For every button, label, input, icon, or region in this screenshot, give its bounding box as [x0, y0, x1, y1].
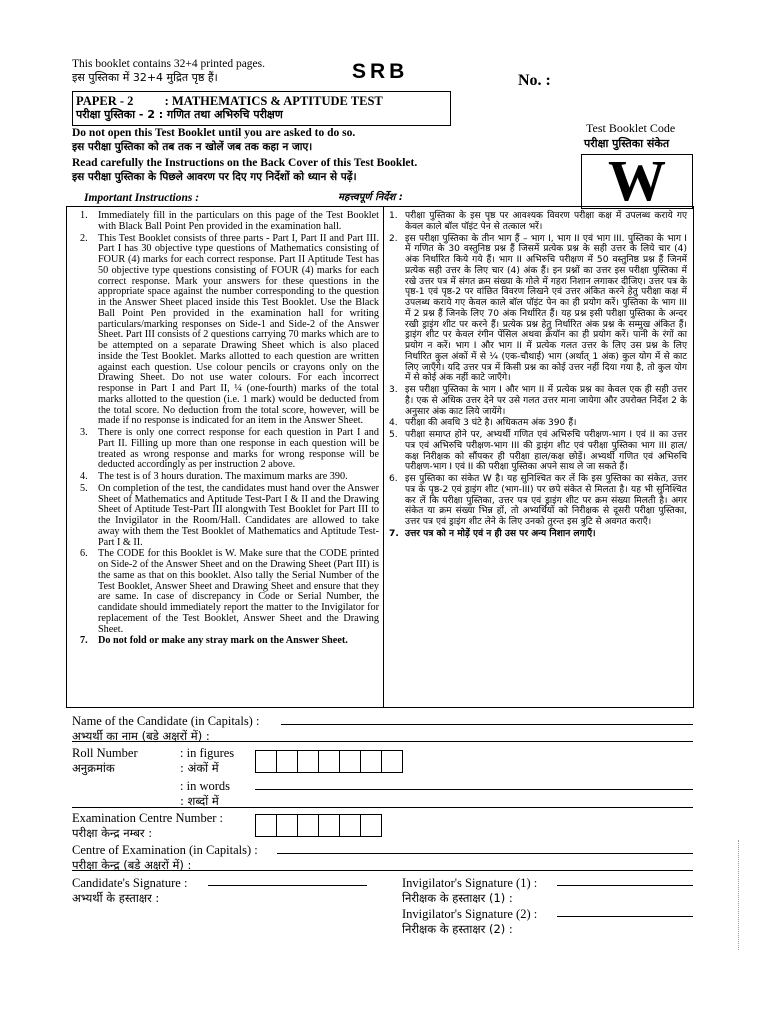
candidate-name-field[interactable]	[281, 724, 693, 725]
instruction-hi-3: 3. इस परीक्षा पुस्तिका के भाग I और भाग II में प्रत्येक प्रश्न का केवल एक ही सही उत्तर है। एक से अधिक उत्तर देने पर उसे गलत उत्तर माना जायेगा और उपरोक्त निर्देश 2 के अनुसार अंक काट लिये जायेंगे।	[389, 385, 687, 417]
instruction-en-2: 2. This Test Booklet consists of three parts - Part I, Part II and Part III. Part I has 30 objective type questions of Mathematics consisting of FOUR (4) marks for each correct response. Part II Aptitude Test has 50 objective type questions consisting of FOUR (4) marks for each correct response. Mark your answers for these questions in the appropriate space against the number corresponding to the question in the Answer Sheet placed inside this Test Booklet. Use the Black Ball Point Pen provided in the examination hall for writing particulars/marking responses on Side-1 and Side-2 of the Answer Sheet. Part III consists of 2 questions carrying 70 marks which are to be attempted on a separate Drawing Sheet which is also placed inside the Test Booklet. Marks allotted to each question are written against each question. Use colour pencils or crayons only on the Drawing Sheet. Do not use water colours. For each incorrect response in Part I and Part II, ¼ (one-fourth) marks of the total marks allotted to the question (i.e. 1 mark) would be deducted from the total score. No deduction from the total score, however, will be made if no response is indicated for an item in the Answer Sheet.	[80, 232, 379, 427]
pages-count-en: This booklet contains 32+4 printed pages.	[72, 58, 266, 70]
centre-number-boxes[interactable]	[255, 814, 382, 837]
instruction-hi-7: 7. उत्तर पत्र को न मोड़ें एवं न ही उस पर अन्य निशान लगाएँ।	[389, 528, 596, 539]
perforation-mark	[738, 840, 739, 950]
centre-name-field[interactable]	[277, 853, 693, 854]
instruction-en-4: 4. The test is of 3 hours duration. The maximum marks are 390.	[80, 471, 348, 482]
candidate-signature-label-en: Candidate's Signature :	[72, 876, 188, 890]
roll-number-words-field-2[interactable]	[72, 807, 693, 808]
centre-number-label-hi: परीक्षा केन्द्र नम्बर :	[72, 826, 153, 840]
instruction-hi-2: 2. इस परीक्षा पुस्तिका के तीन भाग हैं – भाग I, भाग II एवं भाग III. पुस्तिका के भाग I में गणित के 30 वस्तुनिष्ठ प्रश्न हैं जिसमें प्रत्येक प्रश्न के सही उत्तर के लिये चार (4) अंक निर्धारित किये गये हैं। भाग II अभिरुचि परीक्षण में 50 वस्तुनिष्ठ प्रश्न हैं जिनमें प्रत्येक सही उत्तर के लिए चार (4) अंक हैं। इन प्रश्नों का उत्तर इस परीक्षा पुस्तिका में रखे उत्तर पत्र में संगत क्रम संख्या के गोले में गहरा निशान लगाकर दीजिए। उत्तर पत्र के पृष्ठ-1 एवं पृष्ठ-2 पर वांछित विवरण लिखने एवं उत्तर अंकित करने हेतु परीक्षा कक्ष में उपलब्ध कराये गए केवल काले बॉल पॉइंट पेन का ही प्रयोग करें। पुस्तिका के भाग III में 2 प्रश्न हैं जिनके लिए 70 अंक निर्धारित हैं। यह प्रश्न इसी परीक्षा पुस्तिका के अन्दर रखी ड्राइंग शीट पर करने हैं। प्रत्येक प्रश्न हेतु निर्धारित अंक प्रश्न के सम्मुख अंकित हैं। ड्राइंग शीट पर केवल रंगीन पेंसिल अथवा क्रेयॉन का ही प्रयोग करें। पानी के रंगों का प्रयोग न करें। भाग I और भाग II में प्रत्येक गलत उत्तर के लिए उस प्रश्न के लिए निर्धारित कुल अंकों में से ¼ (एक-चौथाई) भाग (अर्थात् 1 अंक) कुल योग में से काट लिए जाएँगे। यदि उत्तर पत्र में किसी प्रश्न का कोई उत्तर नहीं दिया गया है, तो कुल योग में से कोई अंक नहीं काटे जाएँगे।	[389, 233, 687, 384]
invigilator1-signature-label-hi: निरीक्षक के हस्ताक्षर (1) :	[402, 891, 513, 905]
instruction-hi-5: 5. परीक्षा समाप्त होने पर, अभ्यर्थी गणित एवं अभिरुचि परीक्षण-भाग I एवं II का उत्तर पत्र एवं अभिरुचि परीक्षण-भाग III की ड्राइंग शीट एवं परीक्षा पुस्तिका भाग III हाल/कक्ष निरीक्षक को सौंपकर ही परीक्षा हाल/कक्ष छोड़ें। अभ्यर्थी गणित एवं अभिरुचि परीक्षण-भाग I एवं II की परीक्षा पुस्तिका अपने साथ ले जा सकते हैं।	[389, 430, 687, 473]
instructions-hindi	[389, 211, 687, 540]
instruction-en-7: 7. Do not fold or make any stray mark on the Answer Sheet.	[80, 635, 348, 647]
candidate-name-field-2[interactable]	[72, 741, 693, 742]
instruction-en-6: 6. The CODE for this Booklet is W. Make sure that the CODE printed on Side-2 of the Answer Sheet and on the Drawing Sheet (Part III) is the same as that on this booklet. Also tally the Serial Number of the Test Booklet, Answer Sheet and Drawing Sheet and ensure that they are same. In case of discrepancy in Code or Serial Number, the candidate should immediately report the matter to the Invigilator for replacement of the Test Booklet, Answer Sheet and the Drawing Sheet.	[80, 548, 379, 635]
booklet-code-label-en: Test Booklet Code	[586, 121, 676, 135]
roll-figures-label-en: : in figures	[180, 746, 235, 760]
roll-words-label-en: : in words	[180, 779, 230, 793]
instruction-hi-1: 1. परीक्षा पुस्तिका के इस पृष्ठ पर आवश्यक विवरण परीक्षा कक्ष में उपलब्ध कराये गए केवल काले बॉल पॉइंट पेन से तत्काल भरें।	[389, 211, 687, 232]
centre-number-label-en: Examination Centre Number :	[72, 811, 224, 825]
instruction-en-3: 3. There is only one correct response for each question in Part I and Part II. Filling up more than one response in each question will be treated as wrong response and marks for wrong response will be deducted accordingly as per instruction 2 above.	[80, 427, 379, 471]
invigilator2-signature-label-hi: निरीक्षक के हस्ताक्षर (2) :	[402, 922, 513, 936]
pages-count-hi: इस पुस्तिका में 32+4 मुद्रित पृष्ठ हैं।	[72, 71, 218, 84]
read-instructions-en: Read carefully the Instructions on the Back Cover of this Test Booklet.	[72, 157, 418, 169]
paper-title-hi: परीक्षा पुस्तिका - 2 : गणित तथा अभिरुचि परीक्षण	[76, 108, 283, 121]
series-code: SRB	[352, 60, 409, 83]
instruction-hi-4: 4. परीक्षा की अवधि 3 घंटे है। अधिकतम अंक 390 हैं।	[389, 418, 577, 429]
booklet-code: W	[608, 148, 666, 213]
roll-number-label-hi: अनुक्रमांक	[72, 761, 115, 775]
important-instructions-hi: महत्त्वपूर्ण निर्देश :	[338, 192, 403, 203]
candidate-signature-label-hi: अभ्यर्थी के हस्ताक्षर :	[72, 891, 160, 905]
invigilator1-signature-label-en: Invigilator's Signature (1) :	[402, 876, 538, 890]
warning-hi: इस परीक्षा पुस्तिका को तब तक न खोलें जब तक कहा न जाए।	[72, 141, 313, 153]
roll-words-label-hi: : शब्दों में	[180, 794, 219, 808]
roll-figures-label-hi: : अंकों में	[180, 761, 219, 775]
instruction-en-1: 1. Immediately fill in the particulars on this page of the Test Booklet with Black Ball Point Pen provided in the examination hall.	[80, 210, 379, 232]
column-divider	[383, 206, 384, 707]
invigilator2-signature-label-en: Invigilator's Signature (2) :	[402, 907, 538, 921]
paper-title-en: PAPER - 2 : MATHEMATICS & APTITUDE TEST	[76, 94, 383, 108]
instruction-hi-6: 6. इस पुस्तिका का संकेत W है। यह सुनिश्चित कर लें कि इस पुस्तिका का संकेत, उत्तर पत्र के पृष्ठ-2 एवं ड्राइंग शीट (भाग-III) पर छपे संकेत से मिलता है। यह भी सुनिश्चित कर लें कि परीक्षा पुस्तिका, उत्तर पत्र एवं ड्राइंग शीट पर क्रम संख्या मिलती है। अगर संकेत या क्रम संख्या भिन्न हों, तो अभ्यर्थियों को निरीक्षक से दूसरी परीक्षा पुस्तिका, उत्तर पत्र एवं ड्राइंग शीट लेने के लिए उनको तुरन्त इस त्रुटि से अवगत कराएँ।	[389, 474, 687, 527]
roll-number-label-en: Roll Number	[72, 746, 138, 760]
invigilator2-signature-field[interactable]	[557, 916, 693, 917]
candidate-name-label-en: Name of the Candidate (in Capitals) :	[72, 714, 260, 728]
paper-title-box	[72, 91, 451, 126]
booklet-code-label-hi: परीक्षा पुस्तिका संकेत	[584, 137, 670, 150]
read-instructions-hi: इस परीक्षा पुस्तिका के पिछले आवरण पर दिए गए निर्देशों को ध्यान से पढ़ें।	[72, 171, 357, 183]
instruction-en-5: 5. On completion of the test, the candidates must hand over the Answer Sheet of Mathematics and Aptitude Test-Part I & II and the Drawing Sheet of Aptitude Test-Part III alongwith Test Booklet for Part III to the Invigilator in the Room/Hall. Candidates are allowed to take away with them the Test Booklet of Mathematics and Aptitude Test-Part I & II.	[80, 482, 379, 548]
booklet-code-box	[581, 148, 693, 213]
roll-number-figures-boxes[interactable]	[255, 750, 403, 773]
candidate-signature-field[interactable]	[208, 885, 367, 886]
centre-name-label-hi: परीक्षा केन्द्र (बड़े अक्षरों में) :	[72, 858, 192, 872]
roll-number-words-field[interactable]	[255, 789, 693, 790]
candidate-name-label-hi: अभ्यर्थी का नाम (बड़े अक्षरों में) :	[72, 729, 210, 743]
centre-name-field-2[interactable]	[72, 870, 693, 871]
invigilator1-signature-field[interactable]	[557, 885, 693, 886]
important-instructions-en: Important Instructions :	[84, 192, 200, 204]
warning-en: Do not open this Test Booklet until you are asked to do so.	[72, 127, 356, 139]
centre-name-label-en: Centre of Examination (in Capitals) :	[72, 843, 258, 857]
instructions-english	[80, 211, 379, 647]
booklet-number-label: No. :	[518, 72, 551, 89]
